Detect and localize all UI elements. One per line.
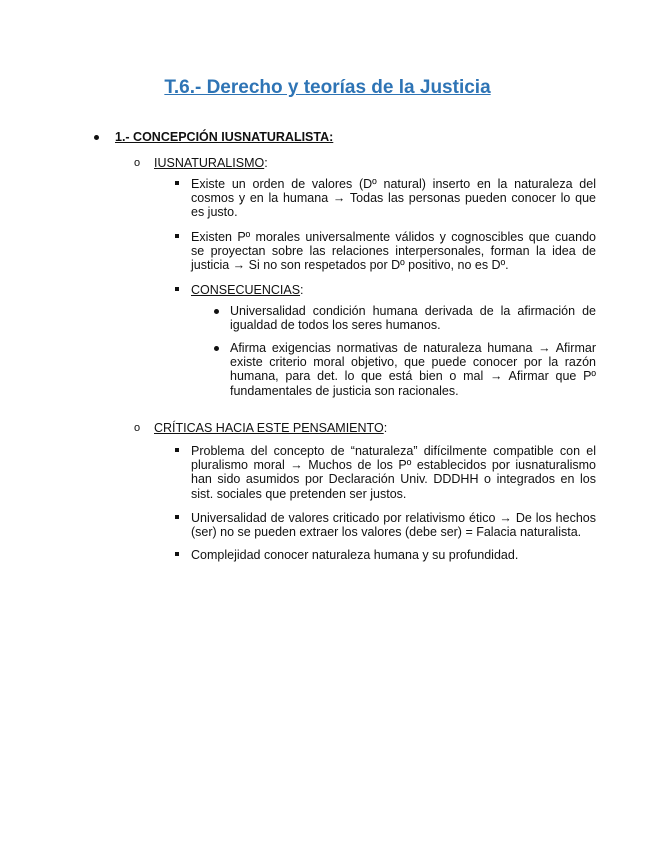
list-item: Universalidad de valores criticado por relativismo ético → De los hechos (ser) no se pueden extraer los valores (debe ser) = Falacia naturalista. xyxy=(191,511,596,540)
level3-bullet-icon xyxy=(175,552,179,556)
iusnaturalismo-heading xyxy=(154,156,268,170)
list-item: Universalidad condición humana derivada de la afirmación de igualdad de todos los seres humanos. xyxy=(230,304,596,333)
consecuencias-colon: : xyxy=(300,283,304,297)
level4-bullet-icon xyxy=(214,346,219,351)
section-heading: 1.- CONCEPCIÓN IUSNATURALISTA: xyxy=(115,130,334,144)
list-item: Complejidad conocer naturaleza humana y su profundidad. xyxy=(191,548,519,562)
level2-bullet-icon: o xyxy=(134,157,141,169)
level2-bullet-icon: o xyxy=(134,422,141,434)
list-item: Existen Pº morales universalmente válidos y cognoscibles que cuando se proyectan sobre las relaciones interpersonales, forman la idea de justicia → Si no son respetados por Dº positivo, no es Dº. xyxy=(191,230,596,273)
level3-bullet-icon xyxy=(175,234,179,238)
level3-bullet-icon xyxy=(175,287,179,291)
level1-bullet-icon xyxy=(94,135,99,140)
iusnaturalismo-heading-text: IUSNATURALISMO xyxy=(154,156,265,170)
level4-bullet-icon xyxy=(214,309,219,314)
list-item: Problema del concepto de “naturaleza” difícilmente compatible con el pluralismo moral → Muchos de los Pº establecidos por iusnaturalismo han sido asumidos por Declaración Univ. DDDHH o integrados en los sist. sociales que pretenden ser justos. xyxy=(191,444,596,501)
criticas-heading xyxy=(154,421,387,435)
consecuencias-heading-text: CONSECUENCIAS xyxy=(191,283,301,297)
iusnaturalismo-colon: : xyxy=(264,156,268,170)
page-title: T.6.- Derecho y teorías de la Justicia xyxy=(164,77,491,98)
criticas-colon: : xyxy=(383,421,388,435)
criticas-heading-text: CRÍTICAS HACIA ESTE PENSAMIENTO xyxy=(154,421,384,435)
consecuencias-heading xyxy=(191,283,304,297)
level3-bullet-icon xyxy=(175,448,179,452)
level3-bullet-icon xyxy=(175,181,179,185)
list-item: Afirma exigencias normativas de naturaleza humana → Afirmar existe criterio moral objetivo, que puede conocer por la razón humana, para det. lo que está bien o mal → Afirmar que Pº fundamentales de justicia son racionales. xyxy=(230,341,596,398)
list-item: Existe un orden de valores (Dº natural) inserto en la naturaleza del cosmos y en la humana → Todas las personas pueden conocer lo que es justo. xyxy=(191,177,596,220)
level3-bullet-icon xyxy=(175,515,179,519)
